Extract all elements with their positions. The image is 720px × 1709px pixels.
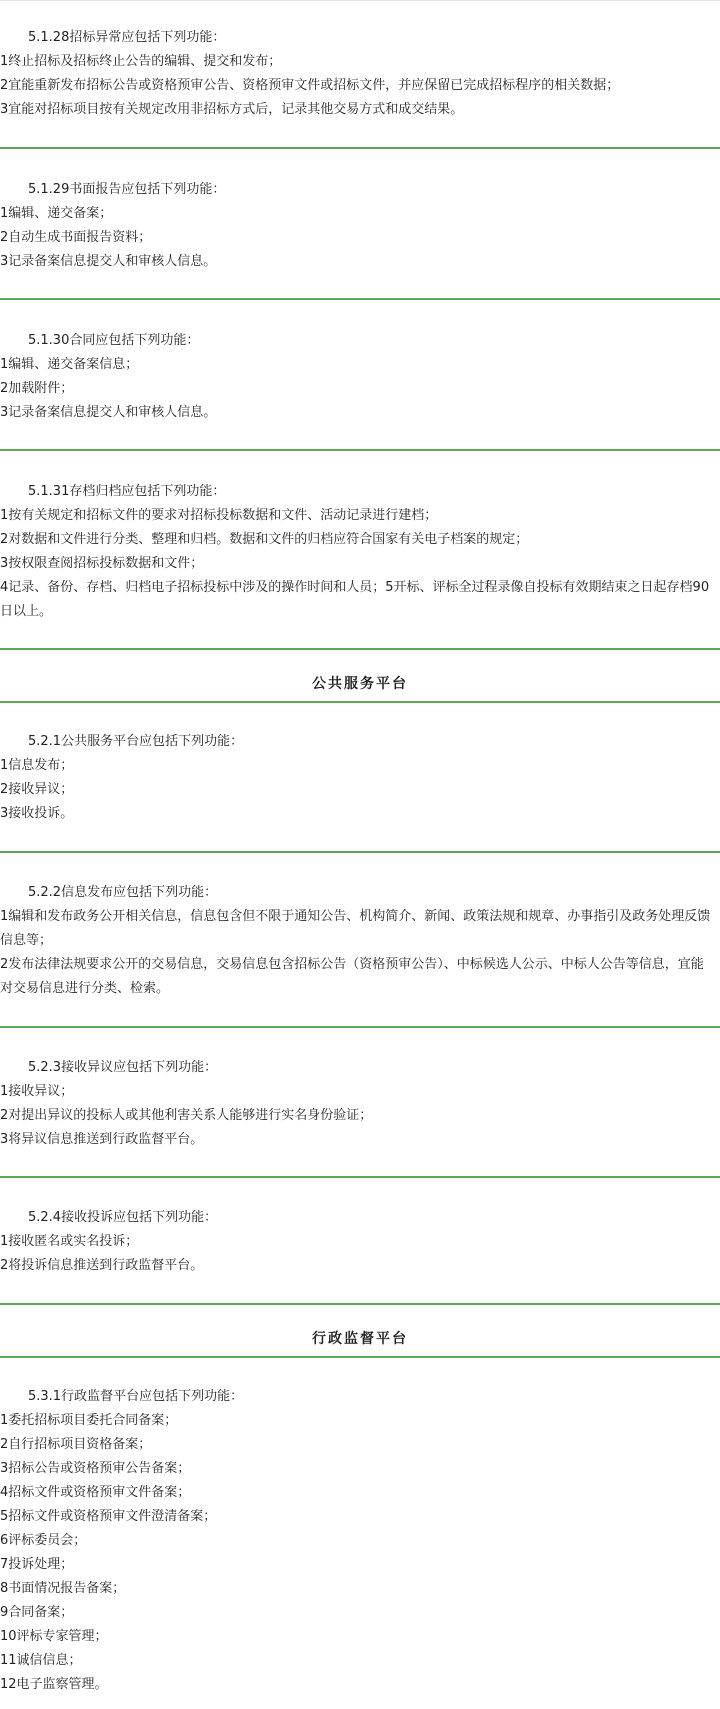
section-divider [0, 1176, 720, 1178]
list-item: 2接收异议； [0, 782, 74, 797]
section-title: 5.3.1行政监督平台应包括下列功能： [28, 1389, 244, 1404]
list-item: 3宜能对招标项目按有关规定改用非招标方式后，记录其他交易方式和成交结果。 [0, 102, 464, 117]
section-5-1-29 [0, 178, 720, 274]
section-5-1-31 [0, 480, 720, 624]
section-divider [0, 298, 720, 300]
list-item: 6评标委员会； [0, 1533, 87, 1548]
section-divider [0, 147, 720, 149]
section-divider [0, 1026, 720, 1028]
top-border [0, 0, 720, 1]
list-item: 2自动生成书面报告资料； [0, 230, 152, 245]
list-item: 1编辑、递交备案信息； [0, 357, 139, 372]
section-5-2-3 [0, 1056, 720, 1152]
section-divider [0, 701, 720, 703]
section-title: 5.1.30合同应包括下列功能： [28, 333, 200, 348]
list-item: 1委托招标项目委托合同备案； [0, 1413, 178, 1428]
section-title: 5.2.4接收投诉应包括下列功能： [28, 1210, 218, 1225]
list-item: 1按有关规定和招标文件的要求对招标投标数据和文件、活动记录进行建档； [0, 508, 438, 523]
list-item: 3记录备案信息提交人和审核人信息。 [0, 254, 217, 269]
list-item: 2对提出异议的投标人或其他利害关系人能够进行实名身份验证； [0, 1108, 373, 1123]
section-divider [0, 648, 720, 650]
section-5-3-1 [0, 1385, 720, 1697]
list-item: 12电子监察管理。 [0, 1677, 108, 1692]
list-item: 3按权限查阅招标投标数据和文件； [0, 556, 204, 571]
heading-admin-supervision-platform: 行政监督平台 [312, 1331, 408, 1347]
section-title: 5.2.3接收异议应包括下列功能： [28, 1060, 218, 1075]
section-title: 5.1.28招标异常应包括下列功能： [28, 30, 226, 45]
list-item: 2自行招标项目资格备案； [0, 1437, 152, 1452]
section-divider [0, 1356, 720, 1358]
list-item: 2宜能重新发布招标公告或资格预审公告、资格预审文件或招标文件，并应保留已完成招标程序的相关数据； [0, 78, 620, 93]
list-item: 3记录备案信息提交人和审核人信息。 [0, 405, 217, 420]
section-5-1-30 [0, 329, 720, 425]
list-item: 9合同备案； [0, 1605, 74, 1620]
section-title: 5.1.31存档归档应包括下列功能： [28, 484, 226, 499]
section-divider [0, 1303, 720, 1305]
list-item: 2加载附件； [0, 381, 74, 396]
list-item: 10评标专家管理； [0, 1629, 108, 1644]
list-item: 3接收投诉。 [0, 806, 74, 821]
list-item: 8书面情况报告备案； [0, 1581, 126, 1596]
section-5-2-2 [0, 881, 720, 1001]
list-item: 4招标文件或资格预审文件备案； [0, 1485, 191, 1500]
list-item: 3将异议信息推送到行政监督平台。 [0, 1132, 204, 1147]
list-item: 5招标文件或资格预审文件澄清备案； [0, 1509, 217, 1524]
section-5-1-28 [0, 26, 720, 122]
section-title: 5.2.1公共服务平台应包括下列功能： [28, 734, 244, 749]
list-item: 1接收匿名或实名投诉； [0, 1234, 139, 1249]
list-item: 1接收异议； [0, 1084, 74, 1099]
list-item: 3招标公告或资格预审公告备案； [0, 1461, 191, 1476]
section-5-2-4 [0, 1206, 720, 1278]
heading-public-service-platform: 公共服务平台 [312, 676, 408, 692]
list-item: 1编辑、递交备案； [0, 206, 113, 221]
list-item: 1终止招标及招标终止公告的编辑、提交和发布； [0, 54, 282, 69]
list-item: 2将投诉信息推送到行政监督平台。 [0, 1258, 204, 1273]
list-item: 1信息发布； [0, 758, 74, 773]
list-item: 1编辑和发布政务公开相关信息，信息包含但不限于通知公告、机构简介、新闻、政策法规和规章、办事指引及政务处理反馈信息等； [0, 909, 711, 948]
section-title: 5.1.29书面报告应包括下列功能： [28, 182, 226, 197]
list-item: 7投诉处理； [0, 1557, 74, 1572]
list-item: 2发布法律法规要求公开的交易信息，交易信息包含招标公告（资格预审公告）、中标候选人公示、中标人公告等信息，宜能对交易信息进行分类、检索。 [0, 957, 704, 996]
section-5-2-1 [0, 730, 720, 826]
list-item: 2对数据和文件进行分类、整理和归档。数据和文件的归档应符合国家有关电子档案的规定； [0, 532, 529, 547]
list-item: 4记录、备份、存档、归档电子招标投标中涉及的操作时间和人员；5开标、评标全过程录像自投标有效期结束之日起存档90日以上。 [0, 580, 710, 619]
section-divider [0, 449, 720, 451]
list-item: 11诚信信息； [0, 1653, 82, 1668]
section-divider [0, 851, 720, 853]
section-title: 5.2.2信息发布应包括下列功能： [28, 885, 218, 900]
